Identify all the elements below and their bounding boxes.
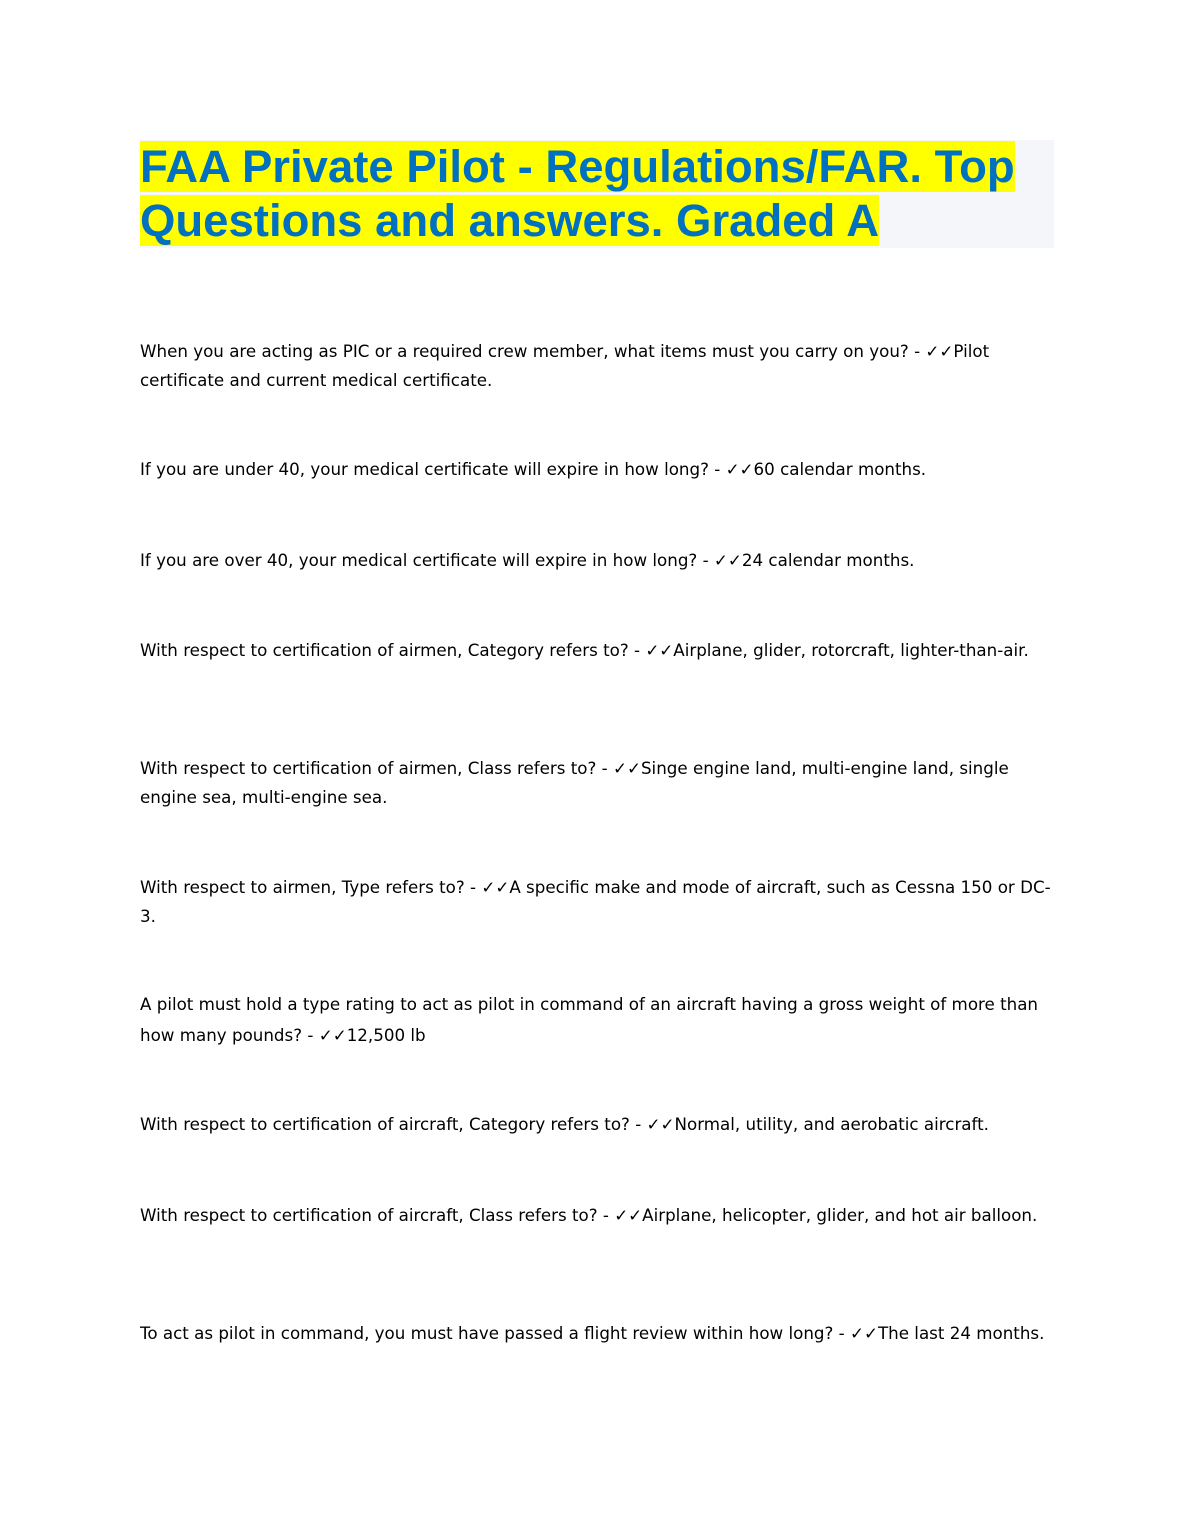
check-mark-icon: ✓✓ — [318, 1025, 347, 1045]
qa-item — [140, 754, 1055, 812]
qa-item — [140, 337, 1055, 395]
check-mark-icon: ✓✓ — [646, 1114, 675, 1134]
check-mark-icon: ✓✓ — [925, 341, 954, 361]
title-block — [140, 140, 1054, 248]
answer-text: Airplane, helicopter, glider, and hot air balloon. — [642, 1205, 1038, 1225]
check-mark-icon: ✓✓ — [850, 1323, 878, 1343]
question-text: With respect to airmen, Type refers to? - — [140, 877, 482, 897]
qa-item — [140, 636, 1055, 665]
qa-item — [140, 1319, 1055, 1348]
answer-text: Normal, utility, and aerobatic aircraft. — [674, 1114, 989, 1134]
answer-text: Airplane, glider, rotorcraft, lighter-than-air. — [673, 640, 1029, 660]
answer-text: 12,500 lb — [346, 1025, 426, 1045]
qa-item — [140, 546, 1055, 575]
page-title — [140, 140, 1054, 248]
answer-text: A specific make and mode of aircraft, such as Cessna 150 or DC-3. — [140, 877, 1051, 926]
question-text: With respect to certification of airmen, Class refers to? - — [140, 758, 613, 778]
question-text: With respect to certification of aircraft, Category refers to? - — [140, 1114, 647, 1134]
check-mark-icon: ✓✓ — [613, 758, 641, 778]
question-text: With respect to certification of airmen, Category refers to? - — [140, 640, 646, 660]
qa-item — [140, 1201, 1055, 1230]
answer-text: Pilot certificate and current medical certificate. — [140, 341, 990, 390]
qa-item — [140, 1110, 1055, 1139]
check-mark-icon: ✓✓ — [481, 877, 510, 897]
question-text: With respect to certification of aircraft, Class refers to? - — [140, 1205, 615, 1225]
check-mark-icon: ✓✓ — [713, 550, 742, 570]
qa-item — [140, 989, 1055, 1051]
question-text: A pilot must hold a type rating to act as pilot in command of an aircraft having a gross weight of more than how many pounds? - — [140, 994, 1039, 1045]
question-text: When you are acting as PIC or a required crew member, what items must you carry on you? - — [140, 341, 926, 361]
answer-text: Singe engine land, multi-engine land, single engine sea, multi-engine sea. — [140, 758, 1009, 807]
check-mark-icon: ✓✓ — [725, 459, 754, 479]
answer-text: The last 24 months. — [877, 1323, 1045, 1343]
qa-item — [140, 873, 1055, 931]
check-mark-icon: ✓✓ — [645, 640, 674, 660]
question-text: If you are under 40, your medical certificate will expire in how long? - — [140, 459, 726, 479]
answer-text: 24 calendar months. — [741, 550, 915, 570]
answer-text: 60 calendar months. — [753, 459, 927, 479]
qa-item — [140, 455, 1055, 484]
title-text: FAA Private Pilot - Regulations/FAR. Top Questions and answers. Graded A — [140, 141, 1015, 246]
question-text: If you are over 40, your medical certificate will expire in how long? - — [140, 550, 714, 570]
check-mark-icon: ✓✓ — [614, 1205, 643, 1225]
question-text: To act as pilot in command, you must have passed a flight review within how long? - — [140, 1323, 850, 1343]
